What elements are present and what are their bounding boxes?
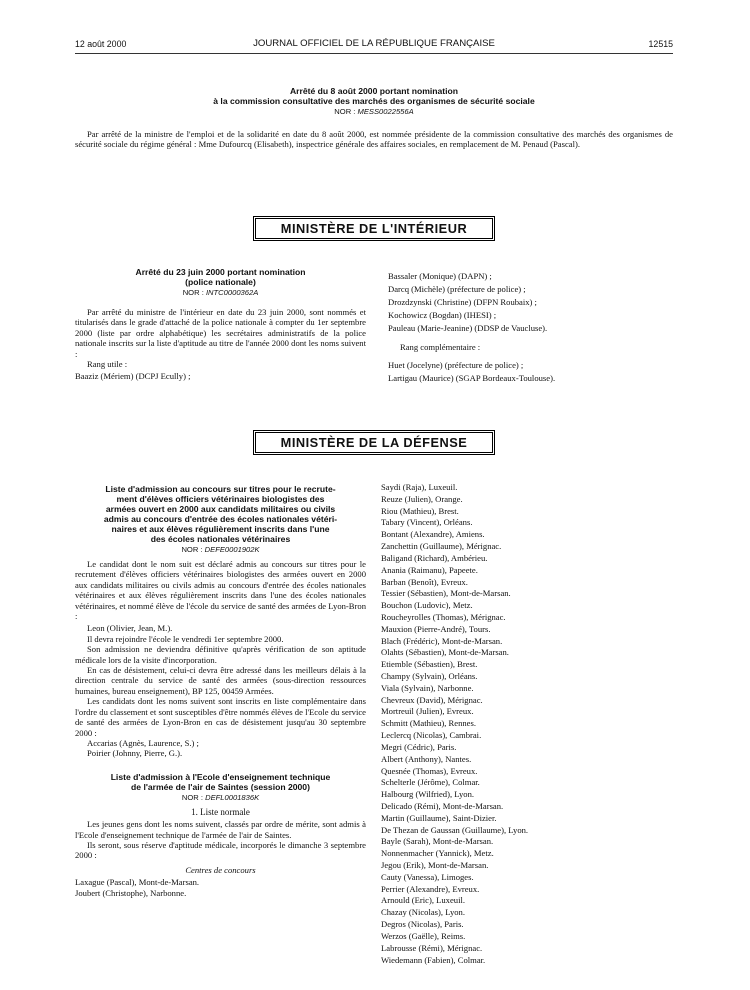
section-title: Arrêté du 8 août 2000 portant nomination à la commission consultative des marchés des organismes de sécurité sociale xyxy=(213,86,535,106)
nor-reference: NOR : DEFL0001836K xyxy=(181,792,260,802)
list-item: Mauxion (Pierre-André), Tours. xyxy=(381,623,491,634)
nor-reference: NOR : MESS0022556A xyxy=(334,107,414,116)
list-item: Anania (Raimanu), Papeete. xyxy=(381,564,478,575)
list-item: Delicado (Rémi), Mont-de-Marsan. xyxy=(381,800,504,811)
list-item: Blach (Frédéric), Mont-de-Marsan. xyxy=(381,635,503,646)
list-item: Roucheyrolles (Thomas), Mérignac. xyxy=(381,611,506,622)
ministry-title: MINISTÈRE DE LA DÉFENSE xyxy=(255,432,493,453)
list-item: Jegou (Erik), Mont-de-Marsan. xyxy=(381,860,489,870)
section-body: Par arrêté de la ministre de l'emploi et de la solidarité en date du 8 août 2000, est nommée présidente de la commission consultative des marchés des organismes de sécurité sociale du régime général : Mme Dufourcq (Elisabeth), inspectrice générale des affaires sociales, en remplacement de M. Penaud (Pascal). xyxy=(75,129,673,150)
list-item: Chevreux (David), Mérignac. xyxy=(381,694,483,705)
header-rule xyxy=(75,53,673,54)
list-item: Nonnenmacher (Yannick), Metz. xyxy=(381,848,494,859)
list-item: Bontant (Alexandre), Amiens. xyxy=(381,529,485,540)
centres-heading: Centres de concours xyxy=(185,864,256,875)
list-item: Champy (Sylvain), Orléans. xyxy=(381,671,478,681)
list-item: Baaziz (Mériem) (DCPJ Ecully) ; xyxy=(75,370,191,381)
list-item: Viala (Sylvain), Narbonne. xyxy=(381,682,474,693)
list-item: Darcq (Michèle) (préfecture de police) ; xyxy=(388,284,526,294)
list-item: Albert (Anthony), Nantes. xyxy=(381,753,472,764)
list-item: Megri (Cédric), Paris. xyxy=(381,741,457,752)
rang-complementaire-label: Rang complémentaire : xyxy=(400,342,481,352)
section-body: Par arrêté du ministre de l'intérieur en date du 23 juin 2000, sont nommés et titularisés dans le grade d'attaché de la police nationale à compter du 1er septembre 2000 (liste par ordre alphabétique) les secrétaires administratifs de la police nationale inscrits sur la liste d'aptitude au titre de l'année 2000 dont les noms suivent : xyxy=(75,307,366,359)
ministry-title: MINISTÈRE DE L'INTÉRIEUR xyxy=(255,218,493,239)
nor-reference: NOR : INTC0000362A xyxy=(182,288,259,297)
list-item: Werzos (Gaëlle), Reims. xyxy=(381,930,466,941)
list-item: Tabary (Vincent), Orléans. xyxy=(381,517,473,528)
list-item: Labrousse (Rémi), Mérignac. xyxy=(381,942,483,953)
rang-utile-label: Rang utile : xyxy=(87,359,128,370)
list-item: Bassaler (Monique) (DAPN) ; xyxy=(388,271,492,281)
paragraph: Il devra rejoindre l'école le vendredi 1er septembre 2000. xyxy=(87,633,284,644)
list-item: Martin (Guillaume), Saint-Dizier. xyxy=(381,812,497,823)
section-liste-ecole-saintes xyxy=(75,772,366,899)
list-item: Halbourg (Wilfried), Lyon. xyxy=(381,789,475,800)
list-item: Quesnée (Thomas), Evreux. xyxy=(381,765,478,776)
list-item: Barban (Benoît), Evreux. xyxy=(381,576,468,587)
list-item: Poirier (Johnny, Pierre, G.). xyxy=(87,748,183,759)
list-item: Accarias (Agnès, Laurence, S.) ; xyxy=(87,737,199,748)
section-liste-veterinaires xyxy=(75,484,366,899)
list-item: Bouchon (Ludovic), Metz. xyxy=(381,600,473,611)
list-item: Degros (Nicolas), Paris. xyxy=(381,919,464,930)
admitted-name: Leon (Olivier, Jean, M.). xyxy=(87,623,173,634)
section-title: Arrêté du 23 juin 2000 portant nomination (police nationale) xyxy=(135,267,306,287)
list-item: Reuze (Julien), Orange. xyxy=(381,493,463,504)
list-item: Wiedemann (Fabien), Colmar. xyxy=(381,954,486,965)
list-item: Schelterle (Jérôme), Colmar. xyxy=(381,777,480,788)
list-item: Olahts (Sébastien), Mont-de-Marsan. xyxy=(381,647,509,658)
nor-reference: NOR : DEFE0001902K xyxy=(181,545,260,554)
list-item: Drozdzynski (Christine) (DFPN Roubaix) ; xyxy=(388,297,537,307)
list-item: Tessier (Sébastien), Mont-de-Marsan. xyxy=(381,588,511,599)
list-item: Schmitt (Mathieu), Rennes. xyxy=(381,718,476,729)
paragraph: Son admission ne deviendra définitive qu'après vérification de son aptitude médicale lors de la visite d'incorporation. xyxy=(75,644,366,665)
admitted-names-list xyxy=(381,482,673,966)
paragraph: Les candidats dont les noms suivent sont inscrits en liste complémentaire dans l'ordre du classement et sont susceptibles d'être nommés élèves de l'Ecole du service de santé des armées de Lyon-Bron en cas de désistement jusqu'au 30 septembre 2000 : xyxy=(75,696,366,738)
section-arrete-23-juin xyxy=(75,267,366,382)
list-item: Bayle (Sarah), Mont-de-Marsan. xyxy=(381,836,494,847)
ministry-defense-banner xyxy=(253,430,495,455)
list-item: Joubert (Christophe), Narbonne. xyxy=(75,888,187,899)
list-item: Cauty (Vanessa), Limoges. xyxy=(381,871,474,882)
list-item: Perrier (Alexandre), Evreux. xyxy=(381,883,480,894)
list-item: De Thezan de Gaussan (Guillaume), Lyon. xyxy=(381,824,529,835)
section-title: Liste d'admission à l'Ecole d'enseignement technique de l'armée de l'air de Saintes (session 2000) xyxy=(110,771,331,792)
section-arrete-8-aout xyxy=(75,86,673,150)
header-date: 12 août 2000 xyxy=(75,39,127,49)
paragraph: Le candidat dont le nom suit est déclaré admis au concours sur titres pour le recrutement d'élèves officiers vétérinaires biologistes des armées ouvert en 2000 aux candidats militaires ou civils admis au concours d'entrée des écoles nationales vétérinaires et aux élèves régulièrement inscrits dans l'une des écoles nationales vétérinaires, et nommé élève de l'école du service de santé des armées de Lyon-Bron : xyxy=(75,559,366,622)
list-item: Mortreuil (Julien), Evreux. xyxy=(381,706,474,717)
paragraph: Les jeunes gens dont les noms suivent, classés par ordre de mérite, sont admis à l'Ecole d'enseignement technique de l'armée de l'air de Saintes. xyxy=(75,819,366,840)
list-item: Kochowicz (Bogdan) (IHESI) ; xyxy=(388,310,497,320)
list-item: Saydi (Raja), Luxeuil. xyxy=(381,482,458,492)
header-page-number: 12515 xyxy=(648,39,673,49)
list-item: Riou (Mathieu), Brest. xyxy=(381,505,459,516)
list-item: Huet (Jocelyne) (préfecture de police) ; xyxy=(388,360,524,370)
running-header xyxy=(75,37,673,51)
paragraph: Ils seront, sous réserve d'aptitude médicale, incorporés le dimanche 3 septembre 2000 : xyxy=(75,839,366,861)
list-item: Baligand (Richard), Ambérieu. xyxy=(381,552,488,563)
paragraph: En cas de désistement, celui-ci devra être adressé dans les meilleurs délais à la direction centrale du service de santé des armées (sous-direction ressources humaines, bureau enseignement), BP 125, 00459 Armées. xyxy=(75,665,366,696)
ministry-interieur-banner xyxy=(253,216,495,241)
subheading: 1. Liste normale xyxy=(191,806,250,817)
list-item: Leclercq (Nicolas), Cambrai. xyxy=(381,730,482,741)
list-item: Pauleau (Marie-Jeanine) (DDSP de Vaucluse). xyxy=(388,323,548,333)
section-title: Liste d'admission au concours sur titres pour le recrute- ment d'élèves officiers vétérinaires biologistes des armées ouvert en 2000 aux candidats militaires ou civils admis au concours d'entrée des écoles nationales vétéri- naires et aux élèves régulièrement inscrits dans l'une des écoles nationales vétérinaires xyxy=(103,484,338,544)
list-item: Arnould (Eric), Luxeuil. xyxy=(381,895,466,906)
header-journal-title: JOURNAL OFFICIEL DE LA RÉPUBLIQUE FRANÇAISE xyxy=(253,38,495,49)
list-item: Laxague (Pascal), Mont-de-Marsan. xyxy=(75,877,200,888)
list-item: Etiemble (Sébastien), Brest. xyxy=(381,659,478,670)
list-item: Zanchettin (Guillaume), Mérignac. xyxy=(381,541,502,552)
list-item: Lartigau (Maurice) (SGAP Bordeaux-Toulouse). xyxy=(388,373,556,383)
list-item: Chazay (Nicolas), Lyon. xyxy=(381,907,466,918)
section-arrete-23-juin-continued xyxy=(388,270,673,385)
